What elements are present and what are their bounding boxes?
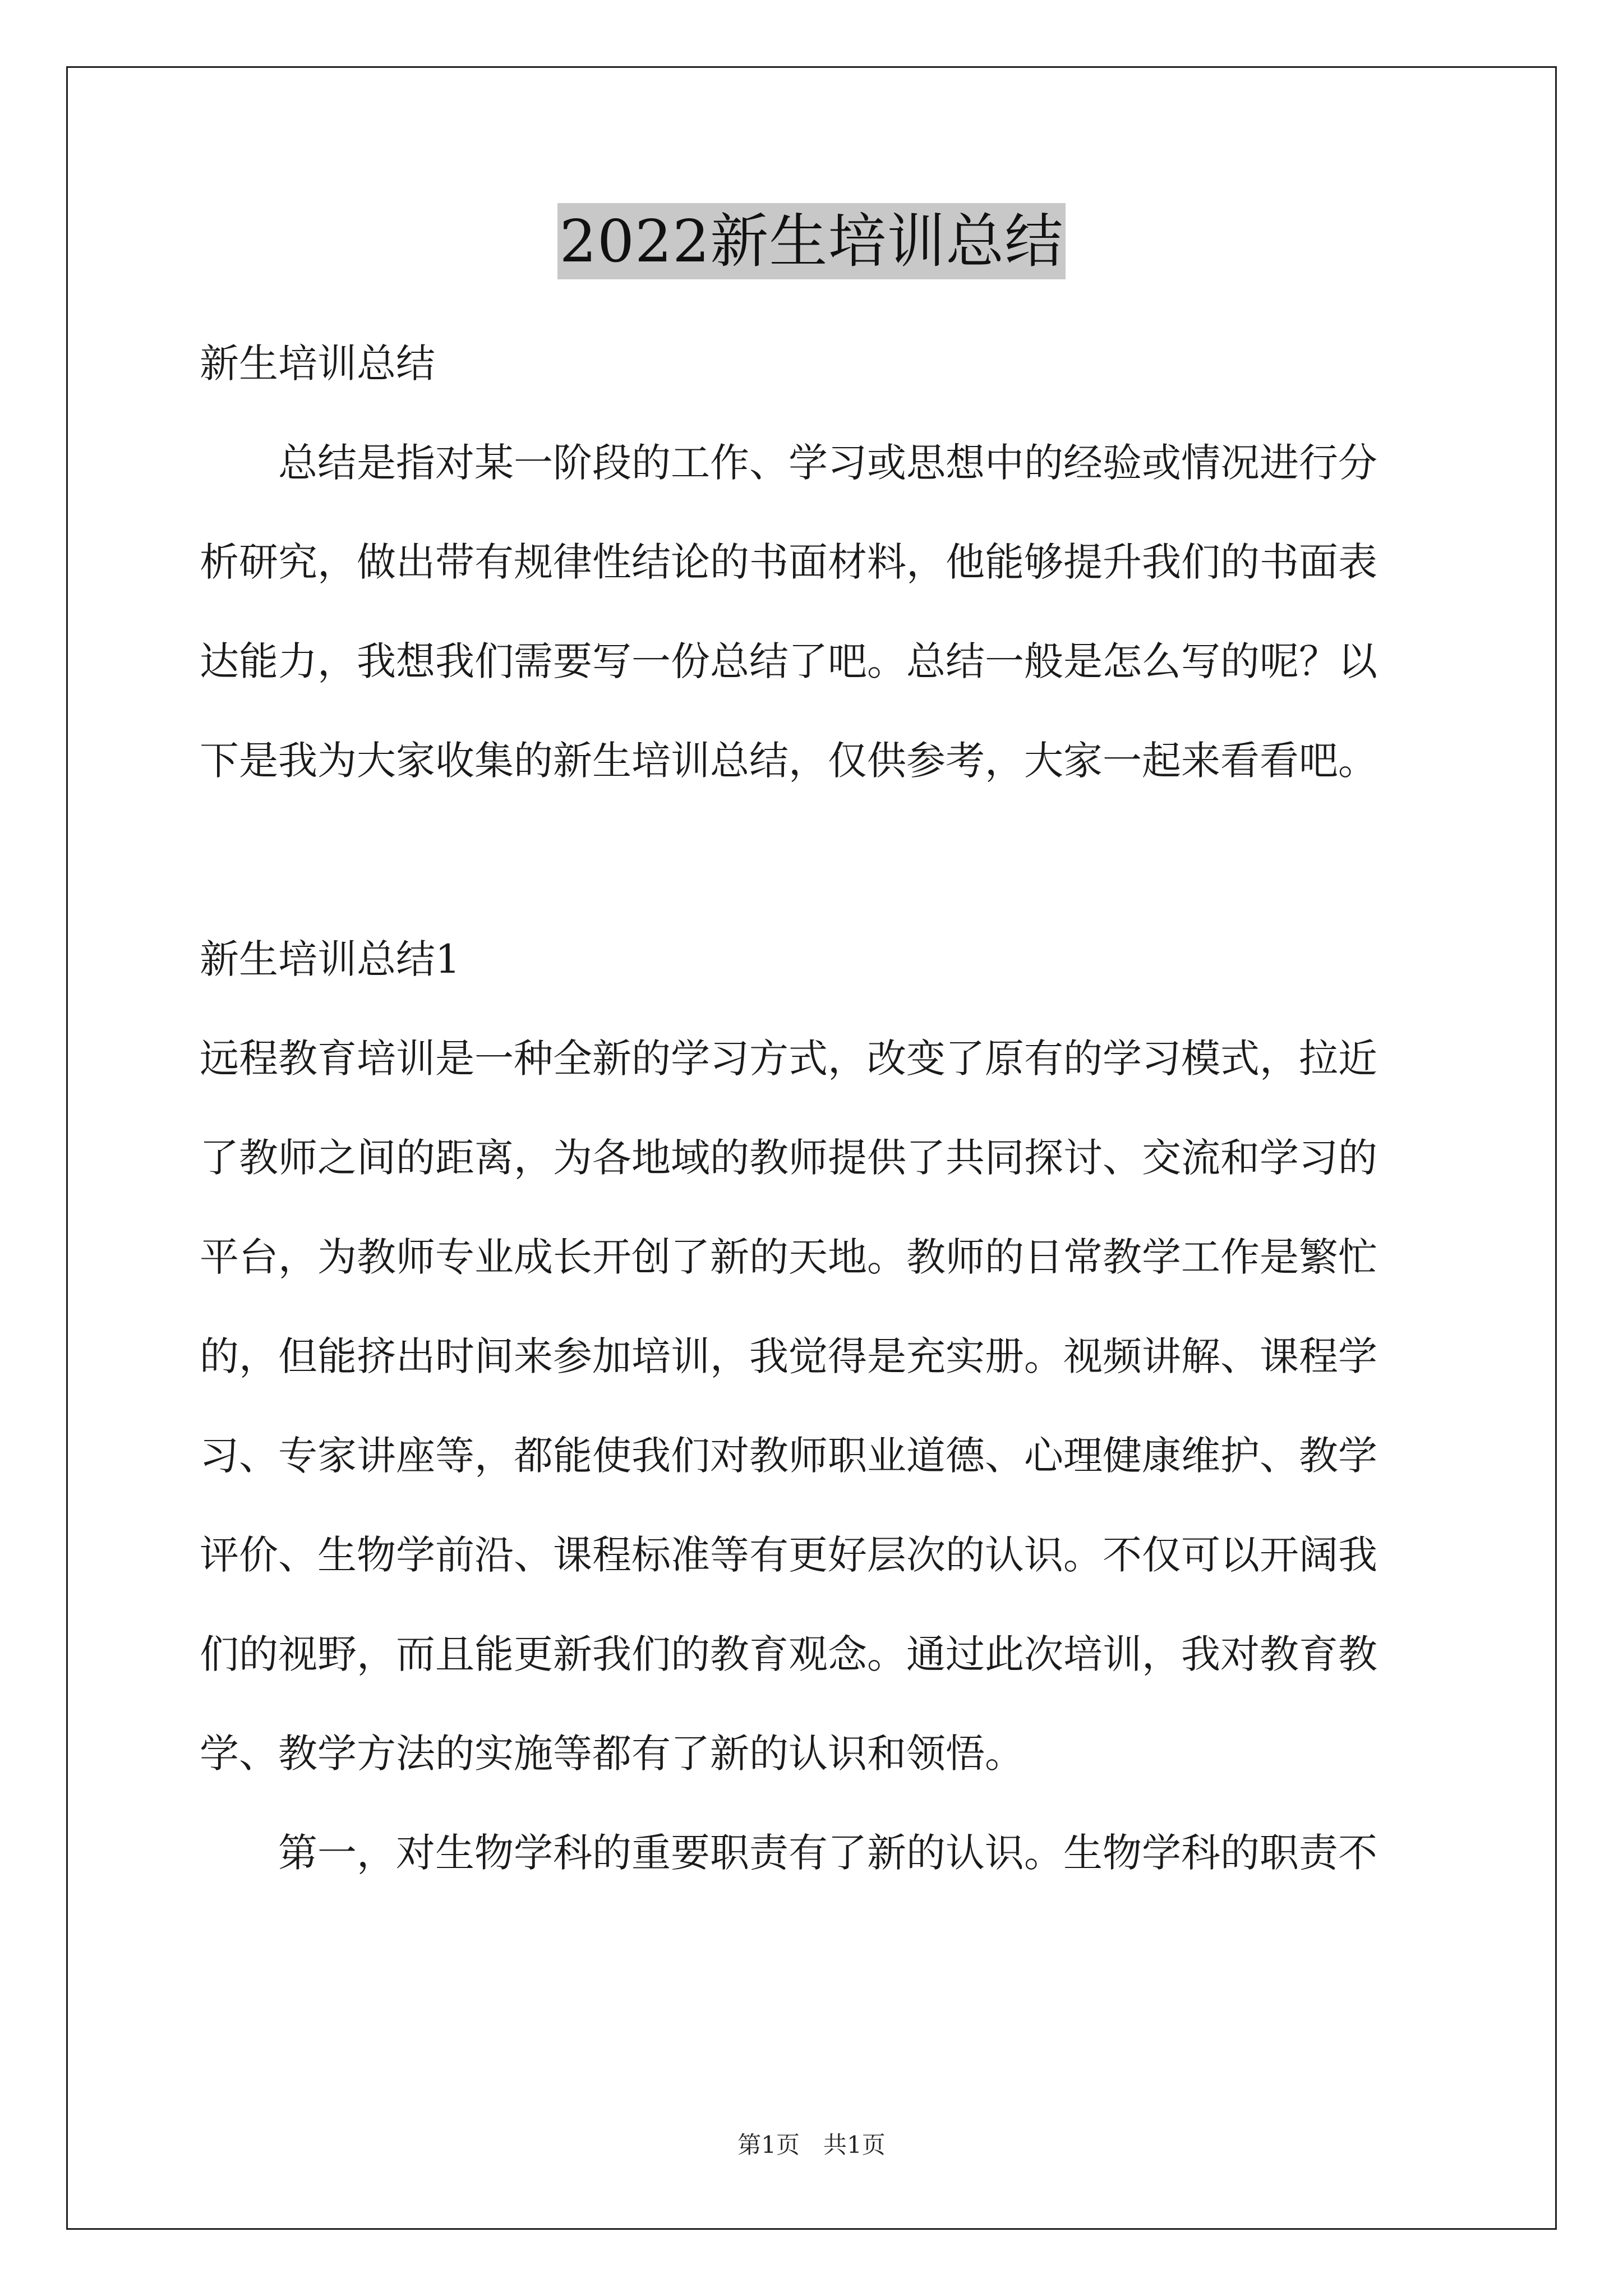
document-body xyxy=(200,314,1433,1903)
paragraph-line: 远程教育培训是一种全新的学习方式，改变了原有的学习模式，拉近 xyxy=(200,1036,1377,1082)
paragraph-line: 了教师之间的距离，为各地域的教师提供了共同探讨、交流和学习的 xyxy=(200,1135,1377,1181)
blank-line xyxy=(200,811,1433,910)
paragraph-line: 第一，对生物学科的重要职责有了新的认识。生物学科的职责不 xyxy=(200,1830,1377,1876)
paragraph-line: 达能力，我想我们需要写一份总结了吧。总结一般是怎么写的呢？以 xyxy=(200,638,1377,684)
section-heading: 新生培训总结1 xyxy=(200,936,460,982)
paragraph-line: 析研究，做出带有规律性结论的书面材料，他能够提升我们的书面表 xyxy=(200,539,1377,585)
page-footer: 第1页 共1页 xyxy=(737,2131,886,2159)
paragraph-line: 们的视野，而且能更新我们的教育观念。通过此次培训，我对教育教 xyxy=(200,1631,1377,1677)
section-heading: 新生培训总结 xyxy=(200,341,435,386)
paragraph-line: 学、教学方法的实施等都有了新的认识和领悟。 xyxy=(200,1731,1024,1777)
paragraph-line: 总结是指对某一阶段的工作、学习或思想中的经验或情况进行分 xyxy=(200,440,1377,486)
paragraph-line: 的，但能挤出时间来参加培训，我觉得是充实册。视频讲解、课程学 xyxy=(200,1333,1377,1379)
paragraph-line: 评价、生物学前沿、课程标准等有更好层次的认识。不仅可以开阔我 xyxy=(200,1532,1377,1578)
paragraph-line: 平台，为教师专业成长开创了新的天地。教师的日常教学工作是繁忙 xyxy=(200,1234,1377,1280)
document-title: 2022新生培训总结 xyxy=(557,203,1066,279)
paragraph-line: 习、专家讲座等，都能使我们对教师职业道德、心理健康维护、教学 xyxy=(200,1433,1377,1479)
title-container xyxy=(0,203,1623,279)
paragraph-line: 下是我为大家收集的新生培训总结，仅供参考，大家一起来看看吧。 xyxy=(200,738,1377,784)
